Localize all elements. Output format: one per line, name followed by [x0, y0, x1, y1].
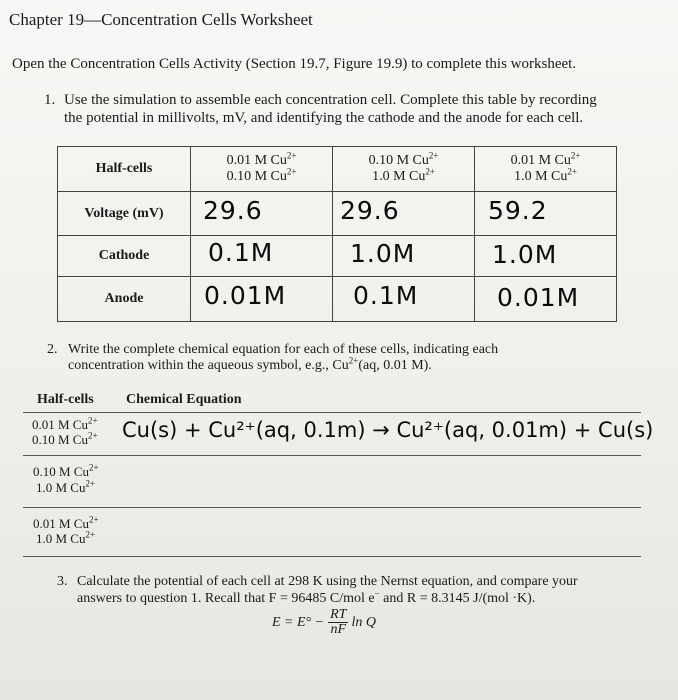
handwritten-equation: Cu(s) + Cu²⁺(aq, 0.1m) → Cu²⁺(aq, 0.01m) + Cu(s)	[122, 418, 654, 442]
halfcell-bottom: 1.0 M Cu	[372, 169, 426, 184]
handwritten-cathode: 0.1M	[208, 238, 274, 267]
divider	[23, 412, 641, 413]
nernst-equation: E = E° − $\frac{RT}{nF}$ ln Q	[272, 607, 376, 637]
halfcell-bottom: 0.10 M Cu	[226, 169, 287, 184]
q2-halfcell-bottom: 1.0 M $Cu^{2+}$	[36, 529, 96, 546]
handwritten-anode: 0.01M	[497, 283, 580, 312]
q2-halfcell-bottom: 0.10 M $Cu^{2+}$	[32, 430, 98, 447]
divider	[23, 455, 641, 456]
handwritten-voltage: 59.2	[488, 196, 548, 225]
q3-line2: answers to question 1. Recall that F = 96485 C/mol e− and R = 8.3145 J/(mol ·K).	[77, 588, 536, 606]
divider	[23, 556, 641, 557]
q2-halfcell-top: 0.10 M $Cu^{2+}$	[33, 462, 99, 479]
row-header-voltage: Voltage (mV)	[58, 192, 191, 236]
handwritten-voltage: 29.6	[203, 196, 263, 225]
table-cell: 0.01 M $Cu^{2+}$ 1.0 M $Cu^{2+}$	[475, 147, 617, 192]
q2-line1: Write the complete chemical equation for each of these cells, indicating each	[68, 342, 499, 357]
page-title: Chapter 19—Concentration Cells Worksheet	[9, 10, 313, 29]
q1-line1: Use the simulation to assemble each concentration cell. Complete this table by recording	[64, 92, 597, 108]
q2-halfcell-top: 0.01 M $Cu^{2+}$	[33, 514, 99, 531]
q2-halfcell-bottom: 1.0 M $Cu^{2+}$	[36, 478, 96, 495]
q1-number: 1.	[44, 92, 56, 108]
handwritten-cathode: 1.0M	[492, 240, 558, 269]
q1-line2: the potential in millivolts, mV, and identifying the cathode and the anode for each cell.	[64, 110, 584, 126]
q2-line2: concentration within the aqueous symbol, e.g., $Cu^{2+}(aq$, 0.01 M).	[68, 355, 432, 373]
table-row	[58, 147, 617, 192]
q3-line1: Calculate the potential of each cell at 298 K using the Nernst equation, and compare your	[77, 574, 578, 589]
halfcell-top: 0.01 M Cu	[226, 153, 287, 168]
row-header-anode: Anode	[58, 277, 191, 322]
halfcell-top: 0.10 M Cu	[368, 153, 429, 168]
table-cell: 0.10 M $Cu^{2+}$ 1.0 M $Cu^{2+}$	[333, 147, 475, 192]
q2-number: 2.	[47, 342, 58, 357]
halfcell-top: 0.01 M Cu	[510, 153, 571, 168]
handwritten-anode: 0.01M	[204, 281, 287, 310]
q2-head-halfcells: Half-cells	[37, 392, 94, 407]
handwritten-cathode: 1.0M	[350, 239, 416, 268]
handwritten-anode: 0.1M	[353, 281, 419, 310]
row-header-halfcells: Half-cells	[58, 147, 191, 192]
intro-text: Open the Concentration Cells Activity (Section 19.7, Figure 19.9) to complete this worksheet.	[12, 56, 577, 72]
q2-halfcell-top: 0.01 M $Cu^{2+}$	[32, 415, 98, 432]
handwritten-voltage: 29.6	[340, 196, 400, 225]
divider	[23, 507, 641, 508]
halfcell-bottom: 1.0 M Cu	[514, 169, 568, 184]
row-header-cathode: Cathode	[58, 236, 191, 277]
table-cell: 0.01 M $Cu^{2+}$ 0.10 M $Cu^{2+}$	[191, 147, 333, 192]
q2-head-equation: Chemical Equation	[126, 392, 242, 407]
q3-number: 3.	[57, 574, 68, 589]
